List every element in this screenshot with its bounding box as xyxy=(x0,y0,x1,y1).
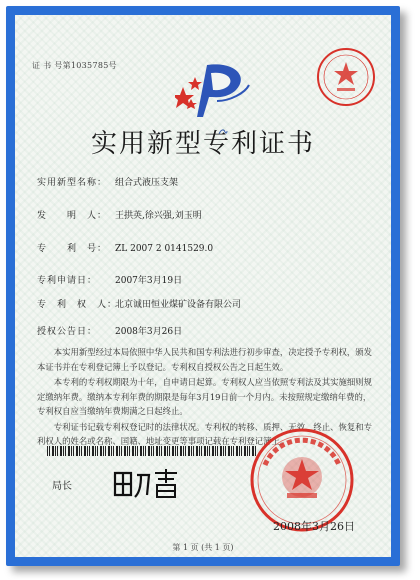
field-value: 2008年3月26日 xyxy=(115,327,183,337)
patent-office-logo xyxy=(175,57,255,119)
field-application-date xyxy=(37,273,182,286)
field-patent-number xyxy=(37,241,213,254)
field-label: 专利申请日： xyxy=(37,276,98,286)
page-indicator: 第 1 页 (共 1 页) xyxy=(172,543,234,552)
director-signature xyxy=(111,463,181,503)
seal-date: 2008年3月26日 xyxy=(273,520,355,533)
top-right-seal xyxy=(315,46,377,108)
certificate-frame xyxy=(6,6,400,566)
paragraph-term: 本专利的专利权期限为十年，自申请日起算。专利权人应当依照专利法及其实施细则规定缴纳年费。缴纳本专利年费的期限是每年3月19日前一个月内。未按照规定缴纳年费的，专利权自应当缴纳年费期满之日起终止。 xyxy=(37,377,373,416)
field-value: 北京诚田恒业煤矿设备有限公司 xyxy=(115,300,242,310)
barcode xyxy=(47,446,257,456)
field-value: 王拱英,徐兴强,刘玉明 xyxy=(115,211,202,221)
field-value: ZL 2007 2 0141529.0 xyxy=(115,244,214,254)
field-value: 2007年3月19日 xyxy=(115,276,183,286)
field-label: 专 利 权 人： xyxy=(37,300,118,310)
field-label: 发 明 人： xyxy=(37,211,108,221)
field-label: 实用新型名称： xyxy=(37,178,108,188)
field-value: 组合式液压支架 xyxy=(115,178,179,188)
paragraph-status: 专利证书记载专利权登记时的法律状况。专利权的转移、质押、无效、终止、恢复和专利权人的姓名或名称、国籍、地址变更等事项记载在专利登记簿上。 xyxy=(37,421,373,446)
certificate-title: 实用新型专利证书 xyxy=(90,129,315,159)
certificate-number: 证 书 号第1035785号 xyxy=(32,61,117,70)
chief-label: 局长 xyxy=(52,481,72,492)
field-grant-date xyxy=(37,324,182,337)
field-utility-model-name xyxy=(37,175,178,188)
certificate-paper xyxy=(15,15,391,557)
field-label: 专 利 号： xyxy=(37,244,108,254)
field-label: 授权公告日： xyxy=(37,327,98,337)
paragraph-grant: 本实用新型经过本局依照中华人民共和国专利法进行初步审查，决定授予专利权，颁发本证书并在专利登记簿上予以登记。专利权自授权公告之日起生效。 xyxy=(37,347,373,372)
field-patentee xyxy=(37,297,241,310)
field-inventor xyxy=(37,208,202,221)
